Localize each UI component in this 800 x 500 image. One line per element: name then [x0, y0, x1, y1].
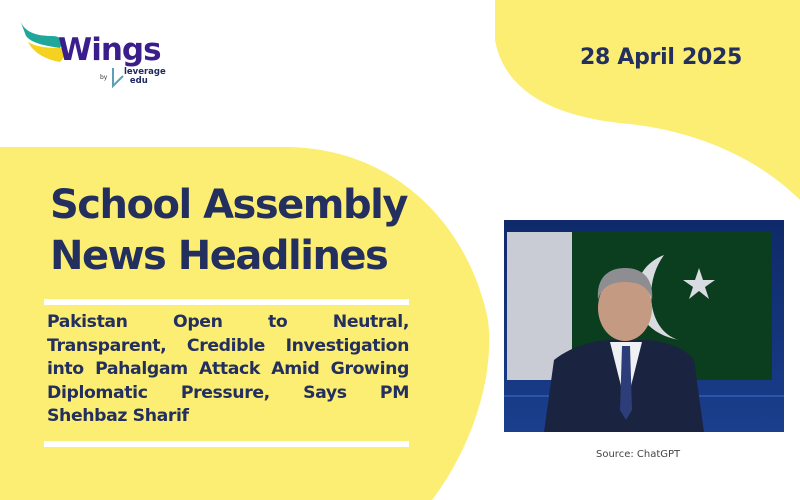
photo-illustration — [504, 220, 784, 432]
leverage-edu-text: leverage edu — [124, 67, 166, 86]
title-line-2: News Headlines — [50, 233, 388, 279]
tie — [620, 346, 632, 420]
date-label: 28 April 2025 — [580, 45, 742, 70]
page-title — [50, 180, 420, 282]
news-headline: Pakistan Open to Neutral, Transparent, Credible Investigation into Pahalgam Attack Amid Growing Diplomatic Pressure, Says PM Shehbaz Sharif — [47, 312, 409, 426]
leverage-edu-icon — [111, 68, 125, 90]
wings-wordmark: Wings — [58, 32, 161, 68]
divider-top — [44, 299, 409, 305]
top-right-yellow-blob — [495, 0, 800, 200]
divider-bottom — [44, 441, 409, 447]
logo-by-text: by — [100, 74, 108, 81]
wings-logo — [18, 18, 178, 98]
news-photo — [504, 220, 784, 432]
image-caption: Source: ChatGPT — [596, 449, 681, 460]
title-line-1: School Assembly — [50, 182, 407, 228]
